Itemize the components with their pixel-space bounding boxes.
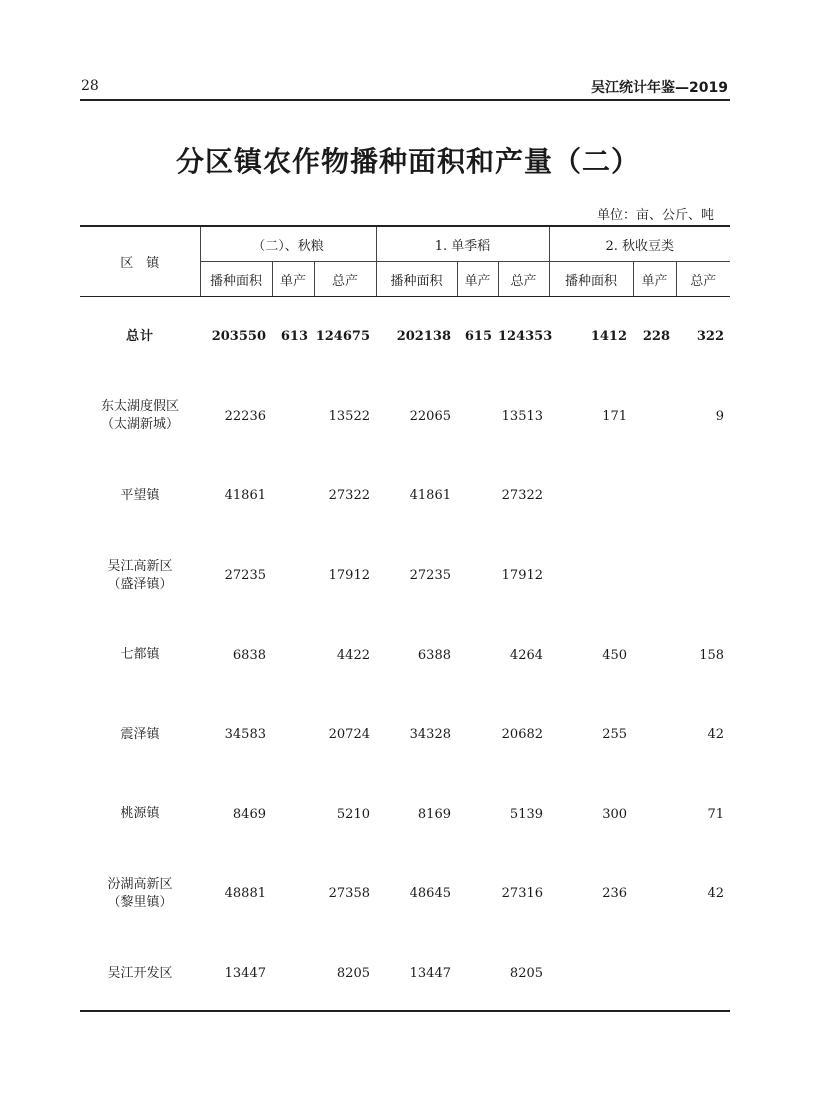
table-cell: 450 <box>602 647 628 663</box>
table-cell <box>549 536 633 616</box>
table-cell <box>457 695 498 775</box>
region-name <box>80 536 200 616</box>
table-cell <box>272 934 314 1014</box>
table-cell: 48881 <box>224 886 266 902</box>
table-cell: 158 <box>699 647 725 663</box>
table-cell: 4264 <box>509 647 544 663</box>
table-cell: 124353 <box>498 329 553 345</box>
region-name-line: 平望镇 <box>120 487 160 503</box>
table-cell: 17912 <box>501 568 544 584</box>
table-cell <box>272 456 314 536</box>
table-cell <box>633 536 676 616</box>
table-cell <box>549 456 633 536</box>
region-name <box>80 854 200 934</box>
table-cell <box>549 934 633 1014</box>
table-cell: 203550 <box>211 329 266 345</box>
region-name-line: 总计 <box>125 328 154 344</box>
table-cell: 8205 <box>336 966 370 982</box>
table-row <box>80 456 730 536</box>
header-rule <box>80 99 730 101</box>
region-column-header: 区 镇 <box>80 226 200 297</box>
table-cell: 4422 <box>336 647 370 663</box>
table-cell: 20724 <box>328 727 370 743</box>
table-cell: 27322 <box>328 488 370 504</box>
table-cell: 27322 <box>501 488 544 504</box>
table-cell <box>457 854 498 934</box>
column-header: 单产 <box>272 262 314 297</box>
unit-note: 单位：亩、公斤、吨 <box>596 208 714 223</box>
table-cell: 42 <box>707 886 725 902</box>
region-name-line: 七都镇 <box>120 647 160 663</box>
region-name <box>80 934 200 1014</box>
table-cell: 8169 <box>417 806 451 822</box>
table-cell: 124675 <box>315 329 370 345</box>
column-header: 总产 <box>676 262 730 297</box>
region-name <box>80 695 200 775</box>
table-row <box>80 934 730 1014</box>
table-cell: 6838 <box>232 647 266 663</box>
table-cell: 228 <box>642 329 671 345</box>
table-cell: 34328 <box>409 727 451 743</box>
column-header: 总产 <box>314 262 376 297</box>
table-row <box>80 297 730 377</box>
table-cell <box>272 615 314 695</box>
table-cell <box>272 695 314 775</box>
table-cell: 8205 <box>509 966 544 982</box>
column-header: 总产 <box>498 262 549 297</box>
table-cell: 613 <box>280 329 308 345</box>
table-cell <box>676 536 730 616</box>
table-cell <box>457 934 498 1014</box>
table-cell: 5210 <box>336 806 370 822</box>
table-cell <box>272 536 314 616</box>
region-name <box>80 615 200 695</box>
table-cell <box>633 854 676 934</box>
table-cell <box>633 934 676 1014</box>
region-name-line: （太湖新城） <box>100 417 179 433</box>
table-cell: 17912 <box>328 568 370 584</box>
table-cell: 22065 <box>409 408 451 424</box>
table-cell: 22236 <box>224 408 266 424</box>
page-title: 分区镇农作物播种面积和产量（二） <box>175 145 640 178</box>
table-cell: 8469 <box>232 806 266 822</box>
table-cell <box>633 695 676 775</box>
table-cell: 13447 <box>224 966 266 982</box>
table-cell <box>457 456 498 536</box>
table-cell <box>633 456 676 536</box>
region-name <box>80 377 200 457</box>
table-cell: 48645 <box>409 886 451 902</box>
region-name <box>80 456 200 536</box>
region-name-line: （盛泽镇） <box>107 576 173 592</box>
table-cell <box>457 536 498 616</box>
table-cell: 5139 <box>509 806 544 822</box>
region-name-line: （黎里镇） <box>107 894 173 910</box>
table-row <box>80 854 730 934</box>
group-header-autumn-beans: 2. 秋收豆类 <box>549 226 730 262</box>
table-cell: 171 <box>602 408 628 424</box>
table-row <box>80 377 730 457</box>
table-cell: 27358 <box>328 886 370 902</box>
table-row <box>80 775 730 855</box>
column-header: 播种面积 <box>376 262 457 297</box>
table-cell: 71 <box>707 806 725 822</box>
column-header: 播种面积 <box>549 262 633 297</box>
table-cell <box>272 775 314 855</box>
column-header: 播种面积 <box>200 262 272 297</box>
table-cell: 202138 <box>396 329 451 345</box>
table-cell: 6388 <box>417 647 451 663</box>
table-cell: 9 <box>715 408 725 424</box>
table-cell: 255 <box>602 727 628 743</box>
running-head: 吴江统计年鉴—2019 <box>591 80 728 96</box>
table-cell: 13447 <box>409 966 451 982</box>
table-cell <box>457 775 498 855</box>
table-cell: 13513 <box>501 408 544 424</box>
table-cell <box>633 615 676 695</box>
table-cell: 236 <box>602 886 628 902</box>
table-cell <box>457 377 498 457</box>
region-name-line: 震泽镇 <box>120 726 160 742</box>
table-cell <box>676 456 730 536</box>
statistics-table <box>80 225 730 1013</box>
table-cell <box>633 377 676 457</box>
table-cell: 300 <box>602 806 628 822</box>
table-row <box>80 615 730 695</box>
table-cell: 27316 <box>501 886 544 902</box>
column-header: 单产 <box>633 262 676 297</box>
table-cell: 13522 <box>328 408 370 424</box>
table-cell <box>633 775 676 855</box>
region-name-line: 吴江高新区 <box>107 558 173 574</box>
table-cell <box>272 377 314 457</box>
table-cell: 1412 <box>590 329 628 345</box>
table-cell: 322 <box>696 329 725 345</box>
region-name-line: 桃源镇 <box>120 806 160 822</box>
table-cell <box>457 615 498 695</box>
group-header-single-rice: 1. 单季稻 <box>376 226 549 262</box>
region-name <box>80 297 200 377</box>
table-cell: 41861 <box>409 488 451 504</box>
region-name-line: 吴江开发区 <box>107 965 173 981</box>
table-cell <box>272 854 314 934</box>
table-cell: 615 <box>464 329 492 345</box>
table-cell: 20682 <box>501 727 544 743</box>
table-cell: 34583 <box>224 727 266 743</box>
table-row <box>80 536 730 616</box>
table-cell: 27235 <box>224 568 266 584</box>
table-cell: 27235 <box>409 568 451 584</box>
column-header: 单产 <box>457 262 498 297</box>
table-cell <box>676 934 730 1014</box>
table-cell: 41861 <box>224 488 266 504</box>
page-number: 28 <box>81 78 99 94</box>
region-name-line: 东太湖度假区 <box>100 399 179 415</box>
group-header-autumn-grain: （二）、秋粮 <box>200 226 376 262</box>
table-body <box>80 297 730 1014</box>
table-row <box>80 695 730 775</box>
table-bottom-rule <box>80 1010 730 1012</box>
region-name-line: 汾湖高新区 <box>107 876 173 892</box>
table-cell: 42 <box>707 727 725 743</box>
region-name <box>80 775 200 855</box>
